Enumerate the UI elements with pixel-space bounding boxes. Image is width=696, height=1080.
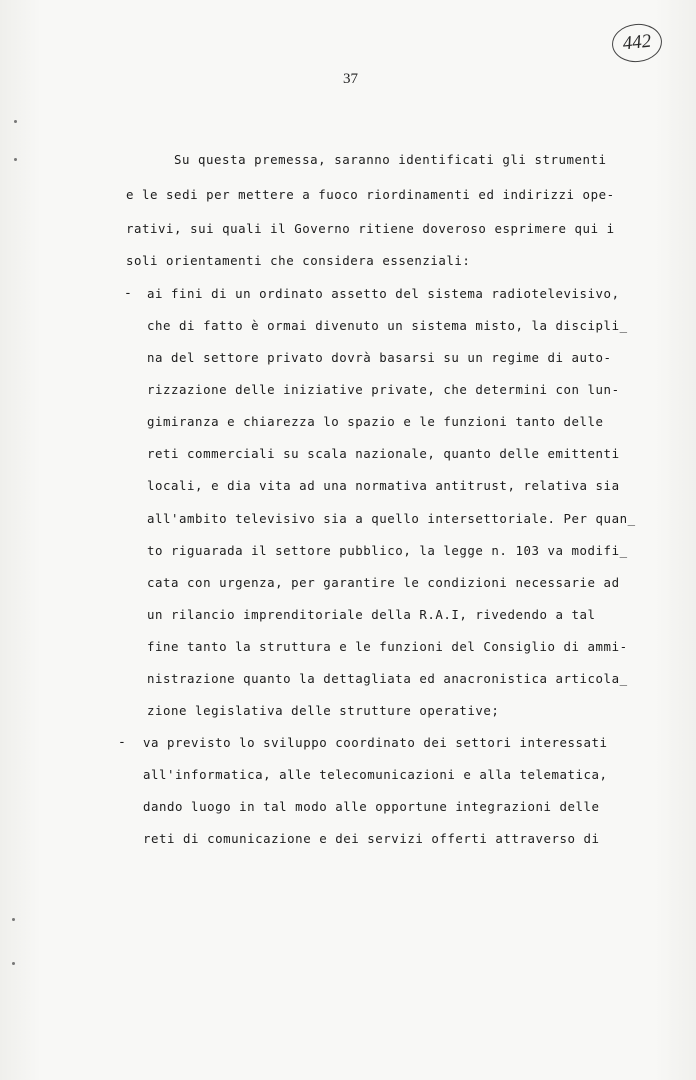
bullet-1-line-8: all'ambito televisivo sia a quello intersettoriale. Per quan_ — [147, 511, 636, 526]
page-number: 37 — [343, 71, 358, 87]
bullet-1-line-10: cata con urgenza, per garantire le condizioni necessarie ad — [147, 575, 620, 590]
bullet-1-line-1: ai fini di un ordinato assetto del sistema radiotelevisivo, — [147, 286, 620, 301]
bullet-2-line-4: reti di comunicazione e dei servizi offerti attraverso di — [143, 831, 600, 846]
bullet-1-line-12: fine tanto la struttura e le funzioni del Consiglio di ammi- — [147, 639, 628, 654]
bullet-1-line-14: zione legislativa delle strutture operative; — [147, 703, 500, 718]
scan-speck — [14, 120, 17, 123]
paragraph-1-line-4: soli orientamenti che considera essenziali: — [126, 253, 471, 268]
paragraph-1-line-3: rativi, sui quali il Governo ritiene doveroso esprimere qui i — [126, 221, 615, 236]
paragraph-1-line-2: e le sedi per mettere a fuoco riordinamenti ed indirizzi ope- — [126, 187, 615, 202]
scan-speck — [12, 962, 15, 965]
bullet-1-line-6: reti commerciali su scala nazionale, quanto delle emittenti — [147, 446, 620, 461]
bullet-1-dash: - — [124, 286, 132, 301]
bullet-2-line-3: dando luogo in tal modo alle opportune integrazioni delle — [143, 799, 600, 814]
scan-speck — [14, 158, 17, 161]
bullet-1-line-7: locali, e dia vita ad una normativa antitrust, relativa sia — [147, 478, 620, 493]
bullet-1-line-5: gimiranza e chiarezza lo spazio e le funzioni tanto delle — [147, 414, 604, 429]
bullet-2-dash: - — [118, 735, 126, 750]
scan-speck — [12, 918, 15, 921]
archive-stamp: 442 — [610, 21, 664, 64]
bullet-1-line-11: un rilancio imprenditoriale della R.A.I, rivedendo a tal — [147, 607, 596, 622]
bullet-1-line-3: na del settore privato dovrà basarsi su un regime di auto- — [147, 350, 612, 365]
bullet-1-line-2: che di fatto è ormai divenuto un sistema misto, la discipli_ — [147, 318, 628, 333]
bullet-1-line-13: nistrazione quanto la dettagliata ed anacronistica articola_ — [147, 671, 628, 686]
bullet-1-line-4: rizzazione delle iniziative private, che determini con lun- — [147, 382, 620, 397]
bullet-1-line-9: to riguarada il settore pubblico, la legge n. 103 va modifi_ — [147, 543, 628, 558]
bullet-2-line-2: all'informatica, alle telecomunicazioni e alla telematica, — [143, 767, 608, 782]
bullet-2-line-1: va previsto lo sviluppo coordinato dei settori interessati — [143, 735, 608, 750]
paragraph-1-line-1: Su questa premessa, saranno identificati gli strumenti — [174, 152, 607, 167]
